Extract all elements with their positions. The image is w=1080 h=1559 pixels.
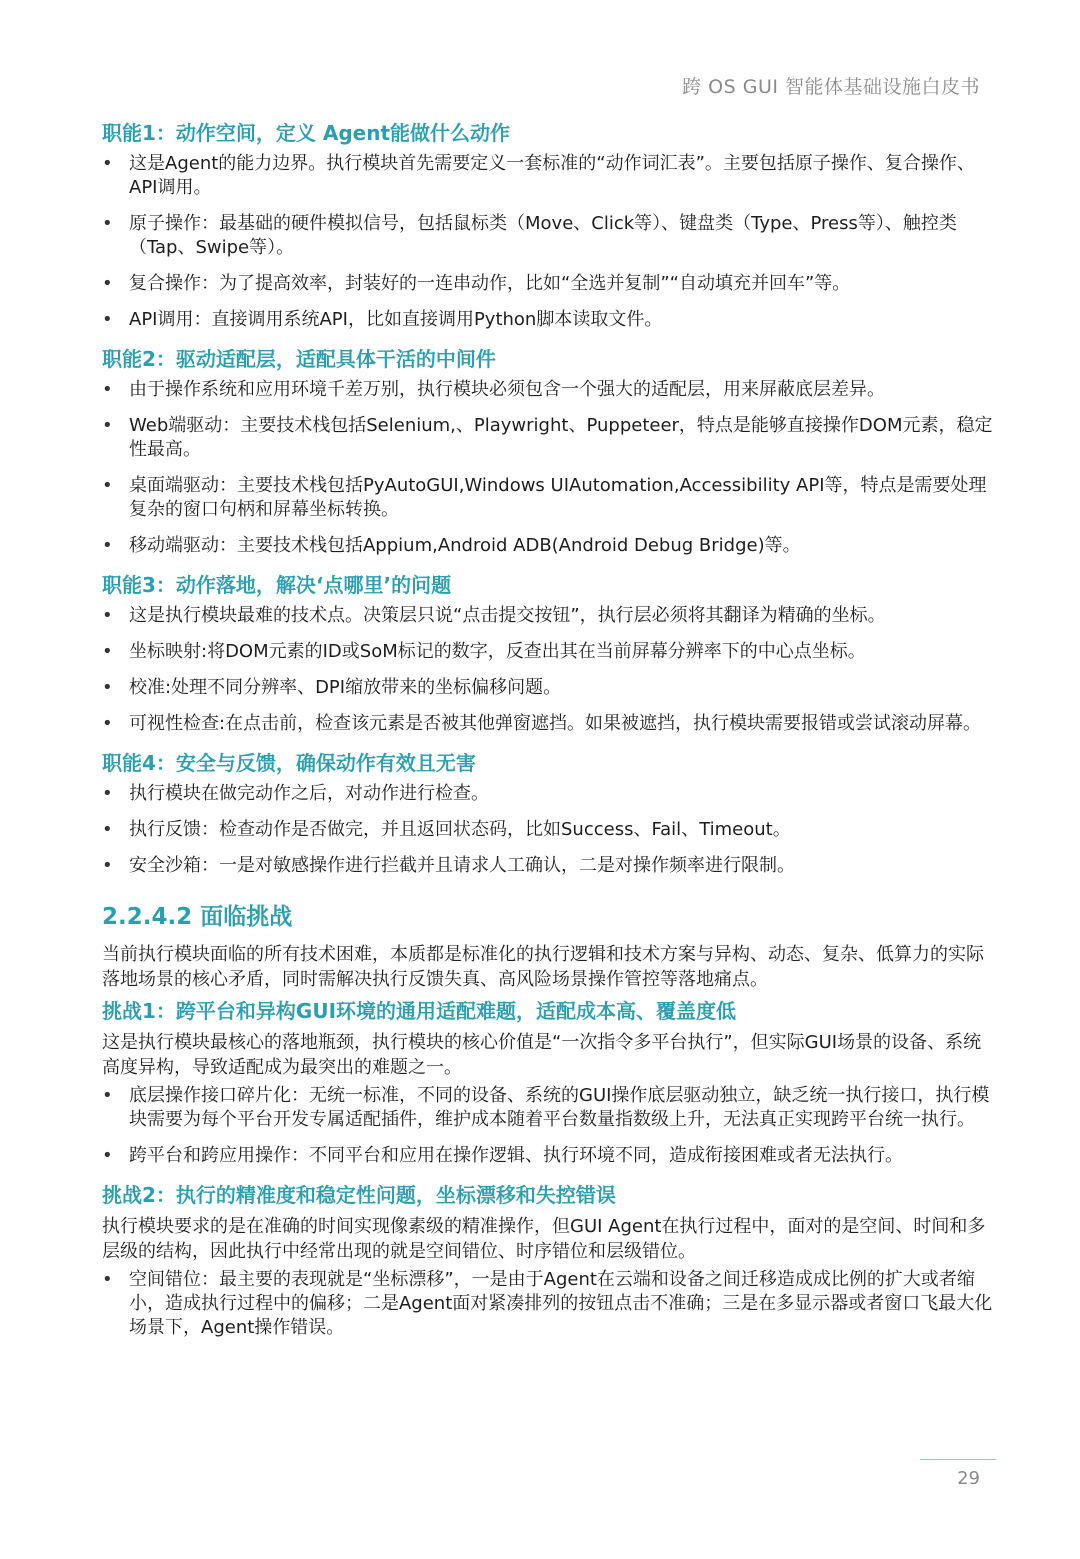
list-item: • 桌面端驱动：主要技术栈包括PyAutoGUI,Windows UIAutomation,Accessibility API等，特点是需要处理复杂的窗口句柄和屏幕坐标转换。 bbox=[102, 474, 994, 522]
list-item: • 原子操作：最基础的硬件模拟信号，包括鼠标类（Move、Click等）、键盘类（Type、Press等）、触控类（Tap、Swipe等）。 bbox=[102, 212, 994, 260]
challenge-1 bbox=[102, 996, 994, 1168]
section-intro: 当前执行模块面临的所有技术困难，本质都是标准化的执行逻辑和技术方案与异构、动态、复杂、低算力的实际落地场景的核心矛盾，同时需解决执行反馈失真、高风险场景操作管控等落地痛点。 bbox=[102, 944, 984, 990]
challenge-2-title: 挑战2：执行的精准度和稳定性问题，坐标漂移和失控错误 bbox=[102, 1183, 616, 1207]
challenge-2-intro: 执行模块要求的是在准确的时间实现像素级的精准操作，但GUI Agent在执行过程中，面对的是空间、时间和多层级的结构，因此执行中经常出现的就是空间错位、时序错位和层级错位。 bbox=[102, 1216, 986, 1262]
list-item: • 这是执行模块最难的技术点。决策层只说“点击提交按钮”，执行层必须将其翻译为精确的坐标。 bbox=[102, 604, 994, 628]
list-item: • 由于操作系统和应用环境千差万别，执行模块必须包含一个强大的适配层，用来屏蔽底层差异。 bbox=[102, 378, 994, 402]
list-item: • 复合操作：为了提高效率，封装好的一连串动作，比如“全选并复制”“自动填充并回车”等。 bbox=[102, 272, 994, 296]
list-item: • 执行反馈：检查动作是否做完，并且返回状态码，比如Success、Fail、Timeout。 bbox=[102, 818, 994, 842]
function-2-list bbox=[102, 378, 994, 558]
challenge-2-list bbox=[102, 1268, 994, 1340]
page-number: 29 bbox=[957, 1468, 980, 1489]
challenge-1-title: 挑战1：跨平台和异构GUI环境的通用适配难题，适配成本高、覆盖度低 bbox=[102, 999, 737, 1023]
function-3-title: 职能3：动作落地，解决‘点哪里’的问题 bbox=[102, 573, 452, 597]
function-3-list bbox=[102, 604, 994, 736]
list-item: • 执行模块在做完动作之后，对动作进行检查。 bbox=[102, 782, 994, 806]
list-item: • 坐标映射:将DOM元素的ID或SoM标记的数字，反查出其在当前屏幕分辨率下的中心点坐标。 bbox=[102, 640, 994, 664]
list-item: • 跨平台和跨应用操作：不同平台和应用在操作逻辑、执行环境不同，造成衔接困难或者无法执行。 bbox=[102, 1144, 994, 1168]
function-4-list bbox=[102, 782, 994, 878]
section-heading: 2.2.4.2 面临挑战 bbox=[102, 904, 293, 930]
document-header: 跨 OS GUI 智能体基础设施白皮书 bbox=[682, 76, 980, 98]
list-item: • 底层操作接口碎片化：无统一标准，不同的设备、系统的GUI操作底层驱动独立，缺乏统一执行接口，执行模块需要为每个平台开发专属适配插件，维护成本随着平台数量指数级上升，无法真正实现跨平台统一执行。 bbox=[102, 1084, 994, 1132]
function-section-3 bbox=[102, 570, 994, 736]
function-1-title: 职能1：动作空间，定义 Agent能做什么动作 bbox=[102, 121, 511, 145]
list-item: • 这是Agent的能力边界。执行模块首先需要定义一套标准的“动作词汇表”。主要包括原子操作、复合操作、API调用。 bbox=[102, 152, 994, 200]
list-item: • Web端驱动：主要技术栈包括Selenium,、Playwright、Puppeteer，特点是能够直接操作DOM元素，稳定性最高。 bbox=[102, 414, 994, 462]
function-section-1 bbox=[102, 118, 994, 332]
list-item: • 校准:处理不同分辨率、DPI缩放带来的坐标偏移问题。 bbox=[102, 676, 994, 700]
function-2-title: 职能2：驱动适配层，适配具体干活的中间件 bbox=[102, 347, 496, 371]
challenge-1-list bbox=[102, 1084, 994, 1168]
challenge-2 bbox=[102, 1180, 994, 1340]
list-item: • 可视性检查:在点击前，检查该元素是否被其他弹窗遮挡。如果被遮挡，执行模块需要报错或尝试滚动屏幕。 bbox=[102, 712, 994, 736]
challenge-1-intro: 这是执行模块最核心的落地瓶颈，执行模块的核心价值是“一次指令多平台执行”，但实际GUI场景的设备、系统高度异构，导致适配成为最突出的难题之一。 bbox=[102, 1032, 982, 1078]
list-item: • 安全沙箱：一是对敏感操作进行拦截并且请求人工确认，二是对操作频率进行限制。 bbox=[102, 854, 994, 878]
list-item: • 移动端驱动：主要技术栈包括Appium,Android ADB(Android Debug Bridge)等。 bbox=[102, 534, 994, 558]
list-item: • 空间错位：最主要的表现就是“坐标漂移”，一是由于Agent在云端和设备之间迁移造成成比例的扩大或者缩小，造成执行过程中的偏移；二是Agent面对紧凑排列的按钮点击不准确；三是在多显示器或者窗口飞最大化场景下，Agent操作错误。 bbox=[102, 1268, 994, 1340]
function-1-list bbox=[102, 152, 994, 332]
function-4-title: 职能4：安全与反馈，确保动作有效且无害 bbox=[102, 751, 476, 775]
function-section-4 bbox=[102, 748, 994, 878]
footer-divider bbox=[920, 1459, 996, 1460]
list-item: • API调用：直接调用系统API，比如直接调用Python脚本读取文件。 bbox=[102, 308, 994, 332]
page-content bbox=[102, 118, 994, 1352]
function-section-2 bbox=[102, 344, 994, 558]
